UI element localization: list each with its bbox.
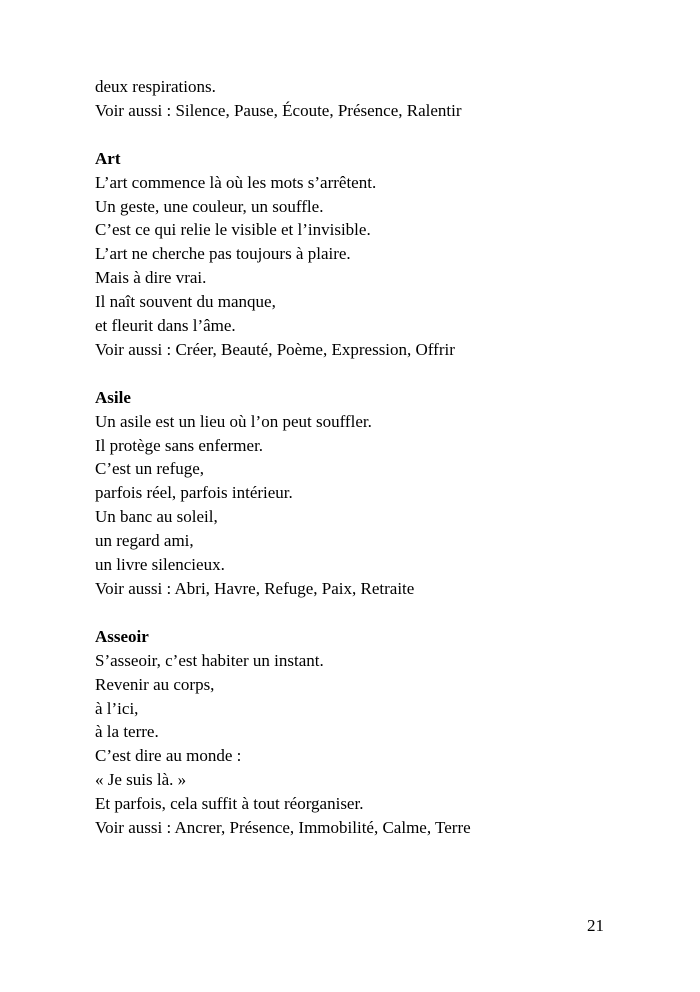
entry-title: Asseoir — [95, 626, 149, 646]
entry-line: un regard ami, — [95, 531, 194, 551]
entry-line: C’est dire au monde : — [95, 746, 242, 766]
see-also-line: Voir aussi : Ancrer, Présence, Immobilité, Calme, Terre — [95, 818, 471, 838]
section-spacer — [95, 123, 655, 147]
entry-line: Un asile est un lieu où l’on peut souffler. — [95, 411, 372, 431]
entry-line: Il naît souvent du manque, — [95, 292, 276, 312]
entry-asile — [95, 386, 655, 601]
entry-title: Asile — [95, 387, 131, 407]
entry-line: Un banc au soleil, — [95, 507, 218, 527]
entry-line: et fleurit dans l’âme. — [95, 316, 236, 336]
entry-asseoir — [95, 625, 655, 840]
page-content — [95, 75, 655, 840]
page-number: 21 — [587, 916, 604, 935]
section-spacer — [95, 362, 655, 386]
entry-line: à la terre. — [95, 722, 159, 742]
entry-line: à l’ici, — [95, 698, 139, 718]
entry-line: deux respirations. — [95, 77, 216, 96]
entry-line: Il protège sans enfermer. — [95, 435, 264, 455]
see-also-line: Voir aussi : Silence, Pause, Écoute, Présence, Ralentir — [95, 100, 462, 120]
entry-line: « Je suis là. » — [95, 770, 187, 790]
entry-art — [95, 147, 655, 362]
entry-line: Et parfois, cela suffit à tout réorganiser. — [95, 794, 364, 814]
entry-line: Mais à dire vrai. — [95, 268, 207, 288]
entry-line: Un geste, une couleur, un souffle. — [95, 196, 324, 216]
entry-line: un livre silencieux. — [95, 555, 225, 575]
entry-line: C’est un refuge, — [95, 459, 205, 479]
intro-continuation — [95, 75, 655, 123]
entry-line: Revenir au corps, — [95, 674, 215, 694]
entry-line: L’art commence là où les mots s’arrêtent. — [95, 172, 377, 192]
entry-title: Art — [95, 148, 121, 168]
see-also-line: Voir aussi : Créer, Beauté, Poème, Expression, Offrir — [95, 339, 455, 359]
entry-line: S’asseoir, c’est habiter un instant. — [95, 650, 324, 670]
see-also-line: Voir aussi : Abri, Havre, Refuge, Paix, Retraite — [95, 579, 415, 598]
entry-line: parfois réel, parfois intérieur. — [95, 483, 293, 503]
section-spacer — [95, 601, 655, 625]
entry-line: L’art ne cherche pas toujours à plaire. — [95, 244, 351, 264]
entry-line: C’est ce qui relie le visible et l’invisible. — [95, 220, 371, 240]
